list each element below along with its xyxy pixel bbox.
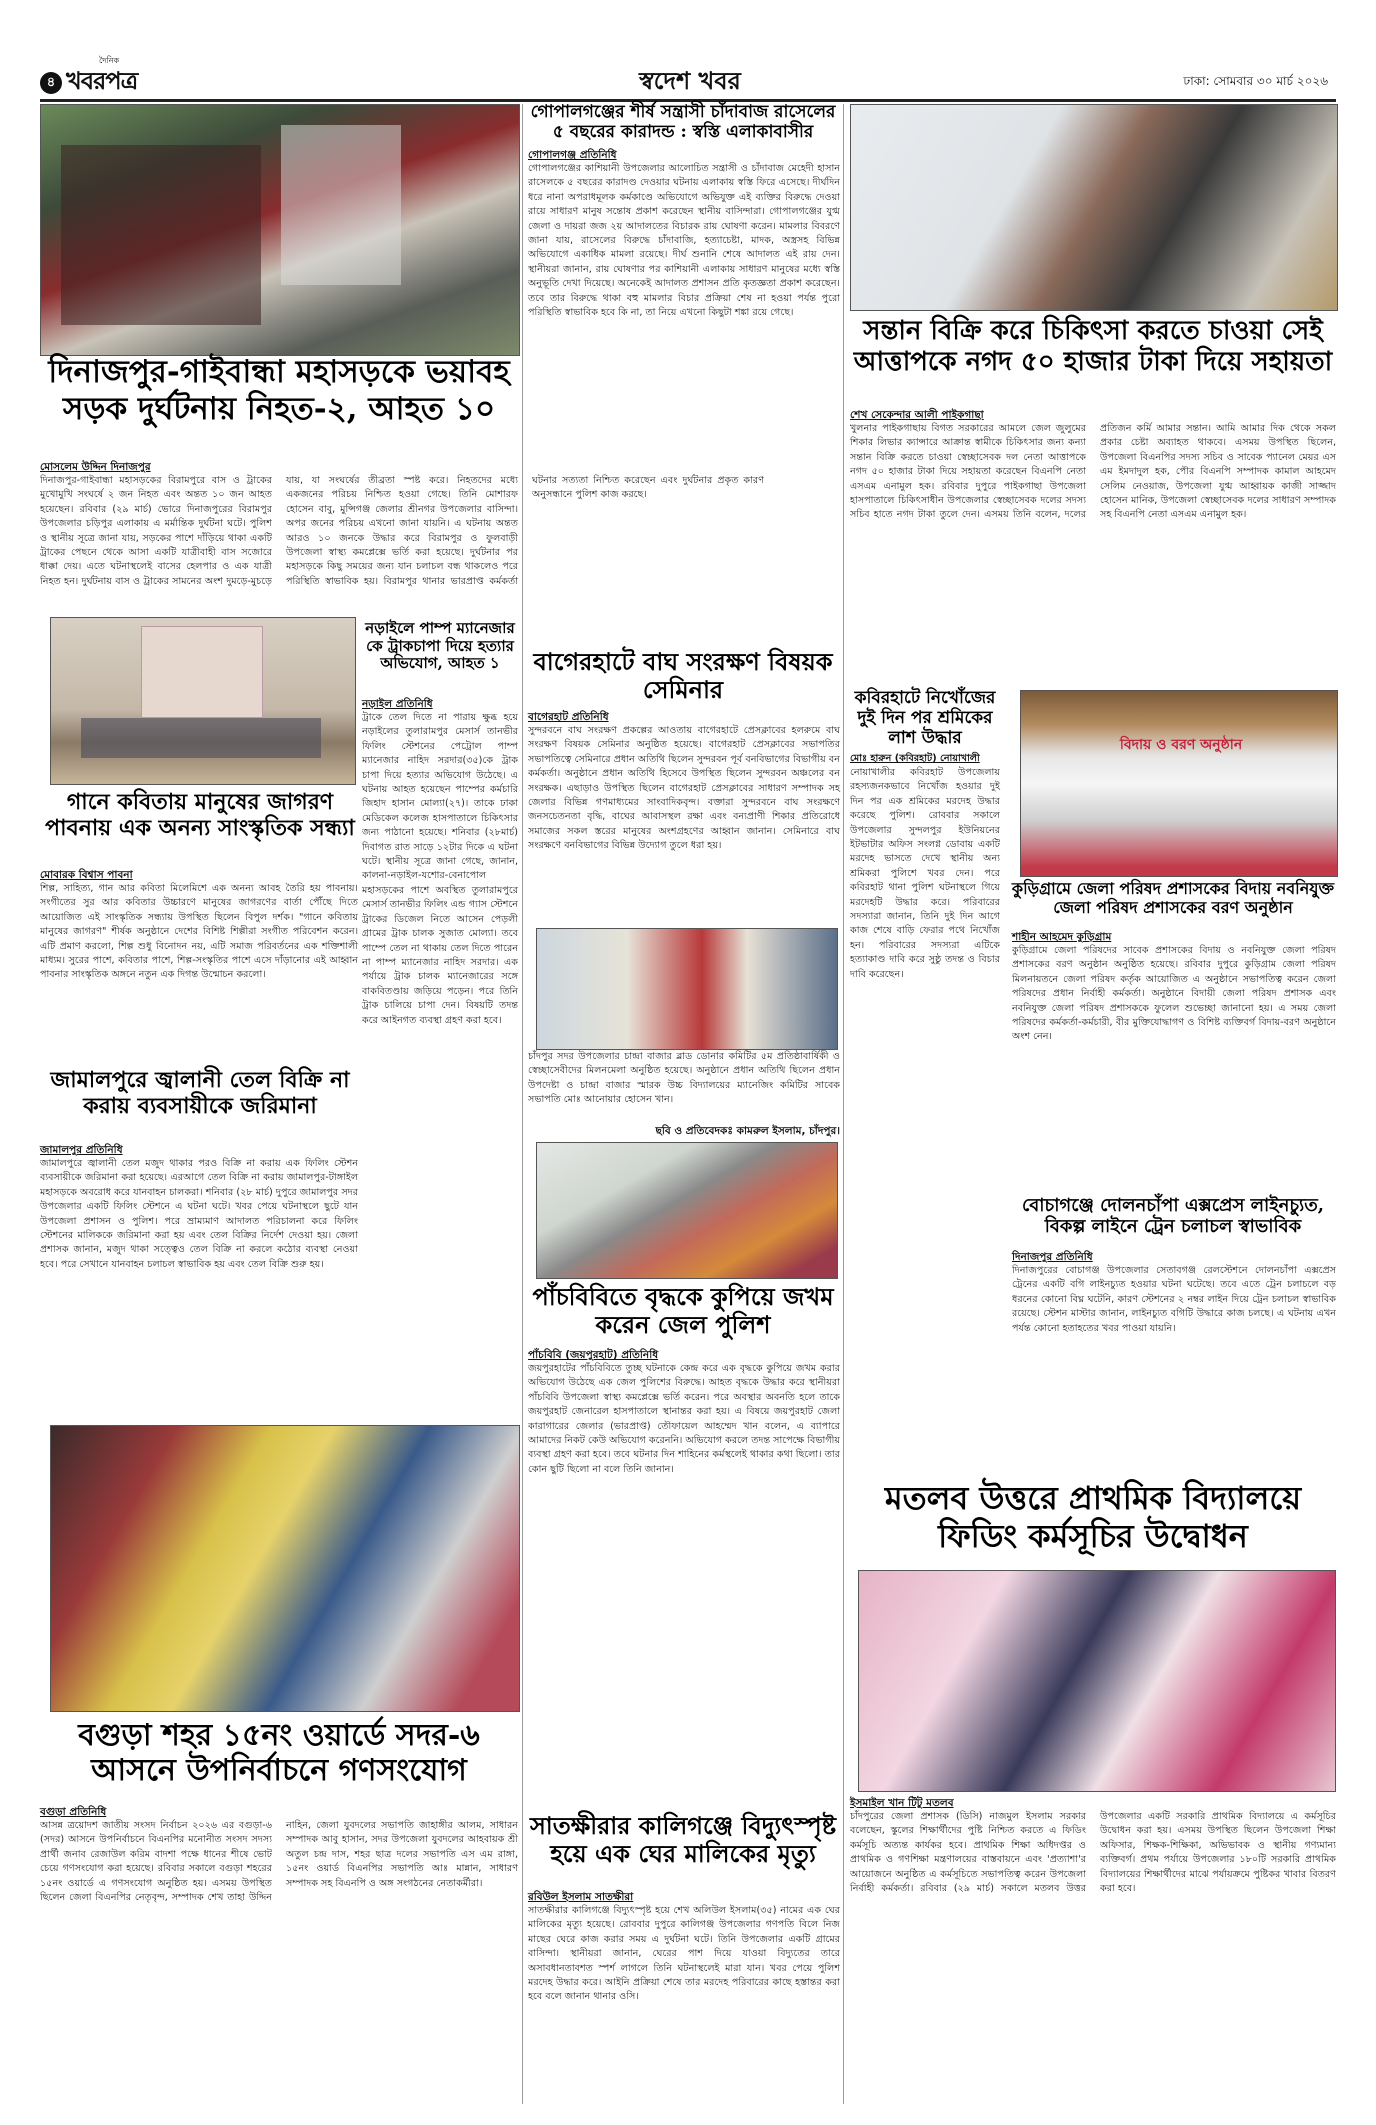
logo-name: খবরপত্র (66, 66, 138, 95)
article-body: জয়পুরহাটের পাঁচবিবিতে তুচ্ছ ঘটনাকে কেন্দ্র করে এক বৃদ্ধকে কুপিয়ে জখম করার অভিযোগ উঠেছে এক জেল পুলিশের বিরুদ্ধে। আহত বৃদ্ধকে উদ্ধার করে স্থানীয়রা পাঁচবিবি উপজেলা স্বাস্থ্য কমপ্লেক্সে ভর্তি করেন। পরে অবস্থার অবনতি হলে তাকে জয়পুরহাট জেনারেল হাসপাতালে স্থানান্তর করা হয়। এ বিষয়ে জয়পুরহাট জেলা কারাগারের জেলার (ভারপ্রাপ্ত) তৌফায়েল আহম্মেদ খান বলেন, এ ব্যাপারে আমাদের নিকট কেউ অভিযোগ করেননি। অভিযোগ করলে তদন্ত সাপেক্ষে বিভাগীয় ব্যবস্থা গ্রহণ করা হবে। তবে ঘটনার দিন শাহিনের কর্মস্থলেই থাকার কথা ছিলো। তার কোন ছুটি ছিলো না বলে তিনি জানান। (528, 1363, 840, 1475)
headline: গানে কবিতায় মানুষের জাগরণ পাবনায় এক অনন্য সাংস্কৃতিক সন্ধ্যা (45, 789, 355, 841)
campaign-photo (50, 1425, 520, 1712)
article-body: জামালপুরে জ্বালানী তেল মজুদ থাকার পরও বিক্রি না করায় এক ফিলিং স্টেশন ব্যবসায়ীকে জরিমানা করা হয়েছে। এরআগে তেল বিক্রি না করায় জামালপুর-টাঙ্গাইল মহাসড়কে অবরোধ করে যানবাহন চালকরা। শনিবার (২৮ মার্চ) দুপুরে জামালপুর সদর উপজেলার একটি ফিলিং স্টেশনে এ ঘটনা ঘটে। খবর পেয়ে ঘটনাস্থলে ছুটে যান উপজেলা প্রশাসন ও পুলিশ। পরে ভ্রাম্যমাণ আদালত পরিচালনা করে ফিলিং স্টেশনের মালিককে জরিমানা করা হয় এবং তেল বিক্রির নির্দেশ দেওয়া হয়। জেলা প্রশাসক জানান, মজুদ থাকা সত্ত্বেও তেল বিক্রি না করলে কঠোর ব্যবস্থা নেওয়া হবে। পরে সেখানে যানবাহন চলাচল স্বাভাবিক হয় এবং তেল বিক্রি শুরু হয়। (40, 1158, 358, 1270)
photo-caption: চাঁদপুর সদর উপজেলার চান্দ্রা বাজার ব্লাড ডোনার কমিটির ৫ম প্রতিষ্ঠাবার্ষিকী ও স্বেচ্ছাসেবীদের মিলনমেলা অনুষ্ঠিত হয়েছে। অনুষ্ঠানে প্রধান অতিথি ছিলেন প্রধান উপদেষ্টা ও চান্দ্রা বাজার স্মারক উচ্চ বিদ্যালয়ের ম্যানেজিং কমিটির সাবেক সভাপতি মোঃ আনোয়ার হোসেন খান। (528, 1051, 840, 1106)
page-number: ৪ (40, 72, 62, 94)
photo-credit: ছবি ও প্রতিবেদকঃ কামরুল ইসলাম, চাঁদপুর। (655, 1125, 840, 1137)
headline: সাতক্ষীরার কালিগঞ্জে বিদ্যুৎস্পৃষ্ট হয়ে এক ঘের মালিকের মৃত্যু (529, 1811, 837, 1869)
byline: বাগেরহাট প্রতিনিধি (528, 711, 609, 723)
byline: পাঁচবিবি (জয়পুরহাট) প্রতিনিধি (528, 1349, 659, 1361)
byline: মোঃ হারুন (কবিরহাট) নোয়াখালী (850, 753, 980, 764)
article-body: ট্রাকে তেল দিতে না পারায় ক্ষুব্ধ হয়ে নড়াইলের তুলারামপুর মেসার্স তানভীর ফিলিং স্টেশনের পেট্রোল পাম্প ম্যানেজার নাহিদ সরদার(৩৫)কে ট্রাক চাপা দিয়ে হত্যার অভিযোগ উঠেছে। এ ঘটনায় আহত হয়েছেন পাম্পের কর্মচারি জিহাদ হাসান মোল্যা(২৭)। তাকে ঢাকা মেডিকেল কলেজ হাসপাতালে চিকিৎসার জন্য পাঠানো হয়েছে। শনিবার (২৮মার্চ) দিবাগত রাত সাড়ে ১২টার দিকে এ ঘটনা ঘটে। স্থানীয় সূত্রে জানা গেছে, জানান, কালনা-নড়াইল-যশোর-বেনাপোল মহাসড়কের পাশে অবস্থিত তুলারামপুরে মেসার্স তানভীর ফিলিং এন্ড গ্যাস স্টেশনে ট্রাকের ডিজেল নিতে আসেন পেড়লী গ্রামের ট্রাক চালক সুজাত মোল্যা। তবে পাম্পে তেল না থাকায় তেল দিতে পারেন না পাম্প ম্যানেজার নাহিদ সরদার। এক পর্যায়ে ট্রাক চালক ম্যানেজারের সঙ্গে বাকবিতণ্ডায় জড়িয়ে পড়েন। পরে তিনি ট্রাক চালিয়ে চাপা দেন। বিষয়টি তদন্ত করে আইনগত ব্যবস্থা গ্রহণ করা হবে। (362, 712, 518, 1026)
byline: নড়াইল প্রতিনিধি (362, 698, 433, 710)
dateline: ঢাকা: সোমবার ৩০ মার্চ ২০২৬ (1183, 74, 1328, 88)
headline: বাগেরহাটে বাঘ সংরক্ষণ বিষয়ক সেমিনার (533, 647, 833, 705)
article-body: সাতক্ষীরার কালিগঞ্জে বিদ্যুৎস্পৃষ্ট হয়ে শেখ অলিউল ইসলাম(৩৫) নামের এক ঘের মালিকের মৃত্যু হয়েছে। রোববার দুপুরে কালিগঞ্জ উপজেলার গণপতি বিলে নিজ মাছের ঘেরে কাজ করার সময় এ দুর্ঘটনা ঘটে। তিনি উপজেলার একটি গ্রামের বাসিন্দা। স্থানীয়রা জানান, ঘেরের পাশ দিয়ে যাওয়া বিদ্যুতের তারে অসাবধানতাবশত স্পর্শ লাগলে তিনি ঘটনাস্থলেই মারা যান। খবর পেয়ে পুলিশ মরদেহ উদ্ধার করে। আইনি প্রক্রিয়া শেষে তার মরদেহ পরিবারের কাছে হস্তান্তর করা হবে বলে জানান থানার ওসি। (528, 1905, 840, 2003)
headline: কবিরহাটে নিখোঁজের দুই দিন পর শ্রমিকের লাশ উদ্ধার (854, 688, 996, 749)
byline: জামালপুর প্রতিনিধি (40, 1144, 123, 1156)
article-body: সুন্দরবনে বাঘ সংরক্ষণ প্রকল্পের আওতায় বাগেরহাটে প্রেসক্লাবের হলরুমে বাঘ সংরক্ষণ বিষয়ক সেমিনার অনুষ্ঠিত হয়েছে। বাগেরহাট প্রেসক্লাবের সভাপতির সভাপতিত্বে সেমিনারে প্রধান অতিথি ছিলেন সুন্দরবন পূর্ব বনবিভাগের বিভাগীয় বন কর্মকর্তা। অনুষ্ঠানে প্রধান অতিথি হিসেবে উপস্থিত ছিলেন সুন্দরবন অঞ্চলের বন সংরক্ষক। এছাড়াও উপস্থিত ছিলেন বাগেরহাট প্রেসক্লাবের সাধারণ সম্পাদক সহ জেলার বিভিন্ন গণমাধ্যমের সাংবাদিকবৃন্দ। বক্তারা সুন্দরবনে বাঘ সংরক্ষণে জনসচেতনতা বৃদ্ধি, বাঘের আবাসস্থল রক্ষা এবং বন্যপ্রাণী শিকার প্রতিরোধে সমাজের সকল স্তরের মানুষের অংশগ্রহণের আহ্বান জানান। সেমিনারে বাঘ সংরক্ষণে বনবিভাগের বিভিন্ন উদ্যোগ তুলে ধরা হয়। (528, 725, 840, 852)
article-body: দিনাজপুরের বোচাগঞ্জ উপজেলার সেতাবগঞ্জ রেলস্টেশনে দোলনচাঁপা এক্সপ্রেস ট্রেনের একটি বগি লাইনচ্যুত হওয়ার ঘটনা ঘটেছে। তবে এতে ট্রেন চলাচলে বড় ধরনের কোনো বিঘ্ন ঘটেনি, কারণ স্টেশনের ২ নম্বর লাইন দিয়ে ট্রেন চলাচল স্বাভাবিক রয়েছে। স্টেশন মাস্টার জানান, লাইনচ্যুত বগিটি উদ্ধারে কাজ চলছে। এ ঘটনায় এখন পর্যন্ত কোনো হতাহতের খবর পাওয়া যায়নি। (1012, 1265, 1336, 1334)
byline: বগুড়া প্রতিনিধি (40, 1806, 107, 1818)
section-title: স্বদেশ খবর (639, 66, 741, 95)
headline: নড়াইলে পাম্প ম্যানেজার কে ট্রাকচাপা দিয়ে হত্যার অভিযোগ, আহত ১ (365, 619, 515, 673)
headline: গোপালগঞ্জের শীর্ষ সন্ত্রাসী চাঁদাবাজ রাসেলের ৫ বছরের কারাদন্ড : স্বস্তি এলাকাবাসীর (530, 102, 836, 143)
column-divider (522, 104, 523, 2104)
newspaper-logo (40, 56, 138, 103)
headline: কুড়িগ্রামে জেলা পরিষদ প্রশাসকের বিদায় নবনিযুক্ত জেলা পরিষদ প্রশাসকের বরণ অনুষ্ঠান (1011, 879, 1335, 917)
article-body: আসন্ন ত্রয়োদশ জাতীয় সংসদ নির্বাচন ২০২৬ এর বগুড়া-৬ (সদর) আসনে উপনির্বাচনে বিএনপির মনোনীত সংসদ সদস্য প্রার্থী জনাব রেজাউল করিম বাদশা পক্ষে ধানের শীষে ভোট চেয়ে গণসংযোগ করা হয়েছে। রবিবার সকালে বগুড়া শহরের ১৫নং ওয়ার্ডে এ গণসংযোগ অনুষ্ঠিত হয়। এসময় উপস্থিত ছিলেন জেলা বিএনপির নেতৃবৃন্দ, সম্পাদক শেখ তাহা উদ্দিন নাহিন, জেলা যুবদলের সভাপতি জাহাঙ্গীর আলম, সাধারন সম্পাদক আবু হাসান, সদর উপজেলা যুবদলের আহবায়ক শ্রী অতুল চন্দ্র দাস, শহর ছাত্র দলের সভাপতি এস এম রাঙ্গা, ১৫নং ওয়ার্ড বিএনপির সভাপতি আঃ মান্নান, সাধারণ সম্পাদক সহ বিএনপি ও অঙ্গ সংগঠনের নেতাকর্মীরা। (40, 1820, 518, 1904)
concert-photo (50, 617, 356, 785)
farewell-reception-photo (1020, 690, 1338, 877)
feeding-program-photo (858, 1570, 1336, 1792)
byline: শেখ সেকেন্দার আলী পাইকগাছা (850, 409, 984, 421)
byline: মোসলেম উদ্দিন দিনাজপুর (40, 461, 151, 473)
headline: জামালপুরে জ্বালানী তেল বিক্রি না করায় ব্যবসায়ীকে জরিমানা (50, 1067, 350, 1119)
byline: গোপালগঞ্জ প্রতিনিধি (528, 149, 617, 161)
byline: রবিউল ইসলাম সাতক্ষীরা (528, 1891, 634, 1903)
masthead (40, 55, 1336, 102)
article-body: খুলনার পাইকগাছায় বিগত সরকারের আমলে জেল জুলুমের শিকার লিভার ক্যান্সারে আক্রান্ত স্বামীকে চিকিৎসার জন্য কন্যা সন্তান বিক্রি করতে চাওয়া স্বেচ্ছাসেবক দল নেতা আত্তাপকে নগদ ৫০ হাজার টাকা দিয়ে সহায়তা করেছেন বিএনপি নেতা এসএম এনামুল হক। রবিবার দুপুরে পাইকগাছা উপজেলা হাসপাতালে চিকিৎসাধীন উপজেলার স্বেচ্ছাসেবক দলের সদস্য সচিব হাতে নগদ টাকা তুলে দেন। এসময় তিনি বলেন, দলের প্রতিজন কর্মি আমার সন্তান। আমি আমার দিক থেকে সকল প্রকার চেষ্টা অব্যাহত থাকবে। এসময় উপস্থিত ছিলেন, উপজেলা বিএনপির সদস্য সচিব ও সাবেক প্যানেল মেয়র এস এম ইমদাদুল হক, পৌর বিএনপি সম্পাদক কামাল আহমেদ সেলিম নেওয়াজ, উপজেলা যুগ্ম আহ্বায়ক কাজী সাজ্জাদ হোসেন মানিক, উপজেলা স্বেচ্ছাসেবক দলের সাধারণ সম্পাদক সহ বিএনপি নেতা এসএম এনামুল হক। (850, 423, 1336, 521)
hospital-aid-photo (850, 104, 1338, 311)
byline: শাহীন আহমেদ কুড়িগ্রাম (1012, 931, 1112, 943)
headline: বগুড়া শহর ১৫নং ওয়ার্ডে সদর-৬ আসনে উপনির্বাচনে গণসংযোগ (78, 1718, 480, 1789)
seminar-photo (536, 928, 838, 1050)
headline: বোচাগঞ্জে দোলনচাঁপা এক্সপ্রেস লাইনচ্যুত, বিকল্প লাইনে ট্রেন চলাচল স্বাভাবিক (1021, 1195, 1325, 1238)
headline: পাঁচবিবিতে বৃদ্ধকে কুপিয়ে জখম করেন জেল পুলিশ (532, 1282, 834, 1340)
byline: দিনাজপুর প্রতিনিধি (1012, 1251, 1093, 1263)
article-body: চাঁদপুরের জেলা প্রশাসক (ডিসি) নাজমুল ইসলাম সরকার বলেছেন, স্কুলের শিক্ষার্থীদের পুষ্টি নিশ্চিত করতে এ ফিডিং কর্মসূচি অত্যন্ত কার্যকর হবে। প্রাথমিক শিক্ষা অধিদপ্তর ও প্রাথমিক ও গণশিক্ষা মন্ত্রণালয়ের বাস্তবায়নে এবং 'প্রত্যাশা'র আয়োজনে অনুষ্ঠিত এ কর্মসূচিতে সভাপতিত্ব করেন উপজেলা নির্বাহী কর্মকর্তা। রবিবার (২৯ মার্চ) সকালে মতলব উত্তর উপজেলার একটি সরকারি প্রাথমিক বিদ্যালয়ে এ কর্মসূচির উদ্বোধন করা হয়। এসময় উপস্থিত ছিলেন উপজেলা শিক্ষা অফিসার, শিক্ষক-শিক্ষিকা, অভিভাবক ও স্থানীয় গণ্যমান্য ব্যক্তিবর্গ। প্রথম পর্যায়ে উপজেলার ১৮০টি সরকারি প্রাথমিক বিদ্যালয়ের শিক্ষার্থীদের মাঝে পর্যায়ক্রমে পুষ্টিকর খাবার বিতরণ করা হবে। (850, 1811, 1336, 1895)
injured-elder-photo (536, 1142, 838, 1279)
logo-prefix: দৈনিক (99, 56, 120, 65)
headline: মতলব উত্তরে প্রাথমিক বিদ্যালয়ে ফিডিং কর্মসূচির উদ্বোধন (884, 1479, 1302, 1555)
article-body: গোপালগঞ্জের কাশিয়ানী উপজেলার আলোচিত সন্ত্রাসী ও চাঁদাবাজ মেহেদী হাসান রাসেলকে ৫ বছরের কারাদণ্ড দেওয়ার ঘটনায় এলাকায় স্বস্তি ফিরে এসেছে। দীর্ঘদিন ধরে নানা অপরাধমূলক কর্মকাণ্ডে অভিযোগে অভিযুক্ত এই ব্যক্তির বিরুদ্ধে দেওয়া রায়ে সাধারণ মানুষ সন্তোষ প্রকাশ করেছেন স্থানীয় বাসিন্দারা। গোপালগঞ্জের যুগ্ম জেলা ও দায়রা জজ ২য় আদালতের বিচারক রায় ঘোষণা করেন। মামলার বিবরণে জানা যায়, রাসেলের বিরুদ্ধে চাঁদাবাজি, হত্যাচেষ্টা, মাদক, অস্ত্রসহ বিভিন্ন অভিযোগে একাধিক মামলা রয়েছে। দীর্ঘ শুনানি শেষে আদালত এই রায় দেন। স্থানীয়রা জানান, রায় ঘোষণার পর কাশিয়ানী এলাকায় সাধারণ মানুষের মধ্যে স্বস্তি অনুভূতি দেখা দিয়েছে। অনেকেই আদালত প্রশাসন প্রতি কৃতজ্ঞতা প্রকাশ করেছেন। তবে তার বিরুদ্ধে থাকা বহু মামলার বিচার প্রক্রিয়া শেষ না হওয়া পর্যন্ত পুরো পরিস্থিতি স্বাভাবিক হবে কি না, তা নিয়ে এখনো কিছুটা শঙ্কা রয়ে গেছে। (528, 163, 840, 319)
article-body: শিল্প, সাহিত্য, গান আর কবিতা মিলেমিশে এক অনন্য আবহ তৈরি হয় পাবনায়। সংগীতের সুর আর কবিতার উচ্চারণে মানুষের জাগরণের বার্তা পৌঁছে দিতে আয়োজিত এই সাংস্কৃতিক সন্ধ্যায় উপস্থিত ছিলেন বিপুল দর্শক। "গানে কবিতায় মানুষের জাগরণ" শীর্ষক অনুষ্ঠানে দেশের বিশিষ্ট শিল্পীরা সংগীত পরিবেশন করেন। এটি প্রমাণ করলো, শিল্প শুধু বিনোদন নয়, এটি সমাজ পরিবর্তনের এক শক্তিশালী মাধ্যম। সুরের পাশে, কবিতার পাশে, শিল্প-সংস্কৃতির পাশে এসে দাঁড়ানোর এই আহ্বান পাবনার সাংস্কৃতিক অঙ্গনে নতুন এক দিগন্ত উন্মোচন করলো। (40, 883, 358, 981)
article-body: নোয়াখালীর কবিরহাট উপজেলায় রহস্যজনকভাবে নিখোঁজ হওয়ার দুই দিন পর এক শ্রমিকের মরদেহ উদ্ধার করেছে পুলিশ। রোববার সকালে উপজেলার সুন্দলপুর ইউনিয়নের ইটভাটার অফিস সংলগ্ন ডোবায় একটি মরদেহ ভাসতে দেখে স্থানীয় অন্য শ্রমিকরা পুলিশে খবর দেন। পরে কবিরহাট থানা পুলিশ ঘটনাস্থলে গিয়ে মরদেহটি উদ্ধার করে। পরিবারের সদস্যারা জানান, তিনি দুই দিন আগে কাজ শেষে বাড়ি ফেরার পথে নিখোঁজ হন। পরিবারের সদস্যরা এটিকে হত্যাকাণ্ড দাবি করে সুষ্ঠু তদন্ত ও বিচার দাবি করেছেন। (850, 767, 1000, 980)
byline: ইসমাইল খান টিটু মতলব (850, 1797, 954, 1809)
article-body: দিনাজপুর-গাইবান্ধা মহাসড়কের বিরামপুরে বাস ও ট্রাকের মুখোমুখি সংঘর্ষে ২ জন নিহত এবং অন্তত ১০ জন আহত হয়েছেন। রবিবার (২৯ মার্চ) ভোরে দিনাজপুরের বিরামপুর উপজেলার চড়িপুর এলাকায় এ মর্মান্তিক দুর্ঘটনা ঘটে। পুলিশ ও স্থানীয় সূত্রে জানা যায়, সড়কের পাশে দাঁড়িয়ে থাকা একটি ট্রাকের পেছনে থেকে আসা একটি যাত্রীবাহী বাস সজোরে ধাক্কা দেয়। এতে ঘটনাস্থলেই বাসের হেলপার ও এক যাত্রী নিহত হন। দুর্ঘটনায় বাস ও ট্রাকের সামনের অংশ দুমড়ে-মুচড়ে যায়, যা সংঘর্ষের তীব্রতা স্পষ্ট করে। নিহতদের মধ্যে একজনের পরিচয় নিশ্চিত হওয়া গেছে। তিনি মোশারফ হোসেন বাবু, মুন্সিগঞ্জ জেলার শ্রীনগর উপজেলার বাসিন্দা। অপর জনের পরিচয় এখনো জানা যায়নি। এ ঘটনায় অন্তত আরও ১০ জনকে উদ্ধার করে বিরামপুর ও ফুলবাড়ী উপজেলা স্বাস্থ্য কমপ্লেক্সে ভর্তি করা হয়েছে। দুর্ঘটনার পর মহাসড়কে কিছু সময়ের জন্য যান চলাচল বন্ধ থাকলেও পরে পরিস্থিতি স্বাভাবিক হয়। বিরামপুর থানার ভারপ্রাপ্ত কর্মকর্তা ঘটনার সত্যতা নিশ্চিত করেছেন এবং দুর্ঘটনার প্রকৃত কারণ অনুসন্ধানে পুলিশ কাজ করছে। (40, 475, 764, 587)
column-divider (843, 104, 844, 2104)
article-body: কুড়িগ্রামে জেলা পরিষদের সাবেক প্রশাসকের বিদায় ও নবনিযুক্ত জেলা পরিষদ প্রশাসকের বরণ অনুষ্ঠান অনুষ্ঠিত হয়েছে। রবিবার দুপুরে কুড়িগ্রাম জেলা পরিষদ মিলনায়তনে জেলা পরিষদ কর্তৃক আয়োজিত এ অনুষ্ঠানে সভাপতিত্ব করেন জেলা পরিষদের প্রধান নির্বাহী কর্মকর্তা। অনুষ্ঠানে বিদায়ী জেলা পরিষদ প্রশাসক এবং নবনিযুক্ত জেলা পরিষদ প্রশাসককে ফুলেল শুভেচ্ছা জানানো হয়। এ সময় জেলা পরিষদের কর্মকর্তা-কর্মচারী, বীর মুক্তিযোদ্ধাগণ ও বিশিষ্ট ব্যক্তিবর্গ বিদায়-বরণ অনুষ্ঠানে অংশ নেন। (1012, 945, 1336, 1043)
bus-crash-photo (40, 104, 520, 356)
byline: মোবারক বিশ্বাস পাবনা (40, 869, 133, 881)
headline: দিনাজপুর-গাইবান্ধা মহাসড়কে ভয়াবহ সড়ক দুর্ঘটনায় নিহত-২, আহত ১০ (48, 354, 510, 427)
banner-text: বিদায় ও বরণ অনুষ্ঠান (1119, 737, 1243, 753)
headline: সন্তান বিক্রি করে চিকিৎসা করতে চাওয়া সেই আত্তাপকে নগদ ৫০ হাজার টাকা দিয়ে সহায়তা (853, 316, 1333, 377)
